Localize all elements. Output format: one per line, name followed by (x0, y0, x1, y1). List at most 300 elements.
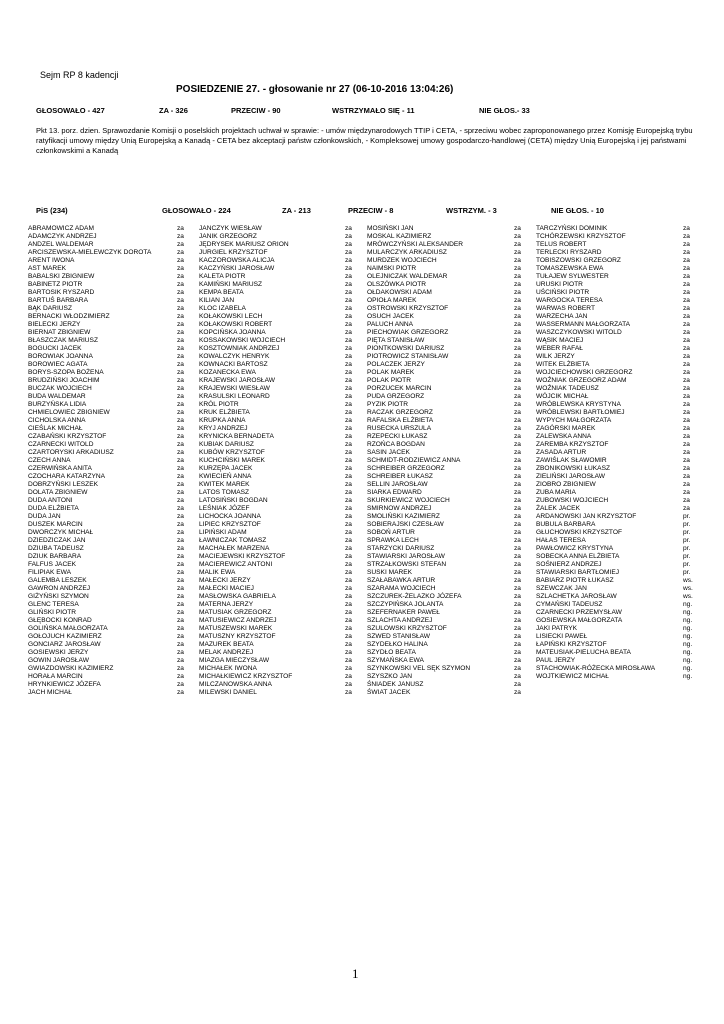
member-vote: za (683, 505, 690, 512)
member-vote: za (514, 265, 521, 272)
member-name: JURGIEL KRZYSZTOF (199, 249, 268, 256)
member-name: ZBONIKOWSKI ŁUKASZ (536, 465, 611, 472)
member-vote: za (514, 593, 521, 600)
member-vote: za (345, 561, 352, 568)
member-name: KOSSAKOWSKI WOJCIECH (199, 337, 286, 344)
member-name: MELAK ANDRZEJ (199, 649, 254, 656)
member-name: KUBÓW KRZYSZTOF (199, 449, 265, 456)
member-vote: za (177, 289, 184, 296)
member-vote: za (177, 385, 184, 392)
member-vote: za (514, 609, 521, 616)
member-vote: za (345, 409, 352, 416)
member-name: MATEUSIAK-PIELUCHA BEATA (536, 649, 631, 656)
member-vote: za (177, 409, 184, 416)
total-not-voting: NIE GŁOS.- 33 (479, 106, 530, 115)
member-vote: za (514, 249, 521, 256)
member-name: BOROWIEC AGATA (28, 361, 88, 368)
member-name: SZEFERNAKER PAWEŁ (367, 609, 440, 616)
member-vote: za (683, 497, 690, 504)
member-name: ŁAPIŃSKI KRZYSZTOF (536, 641, 607, 648)
member-name: ZIOBRO ZBIGNIEW (536, 481, 596, 488)
member-vote: za (683, 401, 690, 408)
member-name: ŻALEK JACEK (536, 505, 580, 512)
member-name: MATERNA JERZY (199, 601, 254, 608)
member-vote: za (683, 265, 690, 272)
member-name: NAIMSKI PIOTR (367, 265, 417, 272)
member-vote: za (177, 641, 184, 648)
member-name: BIERNAT ZBIGNIEW (28, 329, 91, 336)
member-vote: za (683, 377, 690, 384)
member-vote: za (683, 337, 690, 344)
member-vote: ws. (683, 593, 693, 600)
member-name: BABINETZ PIOTR (28, 281, 83, 288)
member-name: KACZYŃSKI JAROSŁAW (199, 265, 275, 272)
member-vote: za (177, 457, 184, 464)
member-vote: za (345, 489, 352, 496)
member-name: SZARAMA WOJCIECH (367, 585, 436, 592)
member-name: BIELECKI JERZY (28, 321, 81, 328)
member-vote: za (345, 497, 352, 504)
member-vote: za (345, 281, 352, 288)
member-vote: ng. (683, 625, 693, 632)
member-vote: za (345, 537, 352, 544)
member-vote: za (345, 417, 352, 424)
member-name: MICHAŁEK IWONA (199, 665, 257, 672)
member-vote: za (345, 585, 352, 592)
member-name: STAWIARSKI BARTŁOMIEJ (536, 569, 620, 576)
member-vote: za (345, 529, 352, 536)
member-name: KAMIŃSKI MARIUSZ (199, 281, 263, 288)
member-vote: pr. (683, 561, 691, 568)
member-name: ZALEWSKA ANNA (536, 433, 592, 440)
member-name: LEŚNIAK JÓZEF (199, 505, 250, 512)
member-vote: za (177, 393, 184, 400)
member-vote: za (177, 401, 184, 408)
member-name: SKURKIEWICZ WOJCIECH (367, 497, 450, 504)
member-name: HAŁAS TERESA (536, 537, 586, 544)
member-vote: pr. (683, 513, 691, 520)
member-name: SUSKI MAREK (367, 569, 413, 576)
member-name: DOBRZYŃSKI LESZEK (28, 481, 98, 488)
member-vote: za (177, 441, 184, 448)
member-vote: za (345, 681, 352, 688)
member-vote: za (514, 433, 521, 440)
member-name: BARTOSIK RYSZARD (28, 289, 95, 296)
member-name: ZASADA ARTUR (536, 449, 587, 456)
member-name: DWORCZYK MICHAŁ (28, 529, 94, 536)
member-name: ARCISZEWSKA-MIELEWCZYK DOROTA (28, 249, 152, 256)
member-name: BORYS-SZOPA BOŻENA (28, 369, 104, 376)
member-vote: za (345, 305, 352, 312)
member-name: SOBIERAJSKI CZESŁAW (367, 521, 444, 528)
member-name: MIAZGA MIECZYSŁAW (199, 657, 270, 664)
member-vote: za (514, 353, 521, 360)
member-vote: za (177, 689, 184, 696)
member-vote: za (345, 377, 352, 384)
member-vote: za (177, 489, 184, 496)
member-vote: za (345, 513, 352, 520)
member-vote: za (514, 401, 521, 408)
member-vote: za (177, 537, 184, 544)
member-vote: za (345, 353, 352, 360)
member-vote: za (345, 673, 352, 680)
member-vote: za (177, 577, 184, 584)
member-name: SCHREIBER GRZEGORZ (367, 465, 445, 472)
member-name: ŚWIAT JACEK (367, 689, 411, 696)
member-vote: za (345, 577, 352, 584)
member-vote: za (683, 345, 690, 352)
member-name: JANCZYK WIESŁAW (199, 225, 262, 232)
member-vote: za (514, 649, 521, 656)
member-vote: za (683, 313, 690, 320)
agenda-topic: Pkt 13. porz. dzien. Sprawozdanie Komisji o poselskich projektach uchwał w sprawie: - umów międzynarodowych TTIP i CETA, - sprzeciwu wobec zaproponowanego przez Komisję Europejską trybu ratyfikacji umowy między Unią Europejską a Kanadą - CETA bez akceptacji państw członkowskich, - Kompleksowej umowy gospodarczo-handlowej (CETA) między Unią Europejską i jej państwami członkowskimi a Kanadą (36, 126, 693, 155)
member-vote: za (683, 273, 690, 280)
member-name: BŁASZCZAK MARIUSZ (28, 337, 98, 344)
member-name: JĘDRYSEK MARIUSZ ORION (199, 241, 289, 248)
member-vote: za (177, 345, 184, 352)
member-vote: za (345, 393, 352, 400)
member-vote: za (514, 281, 521, 288)
member-name: WARGOCKA TERESA (536, 297, 603, 304)
member-name: GOŁOJUCH KAZIMIERZ (28, 633, 102, 640)
page-number: 1 (352, 966, 359, 981)
member-name: MULARCZYK ARKADIUSZ (367, 249, 447, 256)
member-vote: ng. (683, 601, 693, 608)
member-vote: za (177, 353, 184, 360)
member-vote: za (514, 481, 521, 488)
member-name: MURDZEK WOJCIECH (367, 257, 437, 264)
member-vote: ng. (683, 673, 693, 680)
member-name: TARCZYŃSKI DOMINIK (536, 225, 608, 232)
member-name: SZULOWSKI KRZYSZTOF (367, 625, 447, 632)
member-name: KOWALCZYK HENRYK (199, 353, 270, 360)
member-name: ADAMCZYK ANDRZEJ (28, 233, 97, 240)
member-name: KOWNACKI BARTOSZ (199, 361, 268, 368)
member-vote: za (177, 297, 184, 304)
club-for: ZA - 213 (282, 206, 311, 215)
member-name: CZOCHARA KATARZYNA (28, 473, 106, 480)
member-vote: za (177, 657, 184, 664)
member-name: GOWIN JAROSŁAW (28, 657, 89, 664)
member-vote: za (683, 249, 690, 256)
member-vote: za (177, 425, 184, 432)
member-name: WOŹNIAK TADEUSZ (536, 385, 599, 392)
member-vote: za (177, 497, 184, 504)
member-vote: za (345, 289, 352, 296)
member-vote: za (345, 625, 352, 632)
member-name: ARDANOWSKI JAN KRZYSZTOF (536, 513, 637, 520)
member-vote: za (345, 457, 352, 464)
member-vote: za (514, 529, 521, 536)
member-name: WĄSIK MACIEJ (536, 337, 584, 344)
member-name: SZYDŁO BEATA (367, 649, 416, 656)
member-vote: za (683, 393, 690, 400)
member-vote: ng. (683, 657, 693, 664)
member-vote: za (177, 257, 184, 264)
member-vote: za (177, 249, 184, 256)
member-name: CZABAŃSKI KRZYSZTOF (28, 433, 107, 440)
member-name: BRUDZIŃSKI JOACHIM (28, 377, 100, 384)
member-vote: za (514, 473, 521, 480)
member-name: POLAK PIOTR (367, 377, 411, 384)
member-name: ŁAWNICZAK TOMASZ (199, 537, 267, 544)
member-name: BĄK DARIUSZ (28, 305, 72, 312)
member-vote: za (177, 545, 184, 552)
member-name: BERNACKI WŁODZIMIERZ (28, 313, 110, 320)
member-name: HRYNKIEWICZ JÓZEFA (28, 681, 101, 688)
member-vote: za (177, 305, 184, 312)
member-name: KOSZTOWNIAK ANDRZEJ (199, 345, 280, 352)
member-vote: za (514, 409, 521, 416)
club-against: PRZECIW - 8 (348, 206, 394, 215)
member-name: SZYDEŁKO HALINA (367, 641, 428, 648)
member-vote: za (177, 625, 184, 632)
member-vote: za (683, 329, 690, 336)
member-vote: za (177, 369, 184, 376)
member-name: KRASULSKI LEONARD (199, 393, 270, 400)
member-name: WASZCZYKOWSKI WITOLD (536, 329, 622, 336)
member-name: GŁĘBOCKI KONRAD (28, 617, 92, 624)
member-name: MOSKAL KAZIMIERZ (367, 233, 432, 240)
member-name: WÓJCIK MICHAŁ (536, 393, 589, 400)
member-name: KILIAN JAN (199, 297, 235, 304)
member-vote: za (345, 465, 352, 472)
member-name: OSTROWSKI KRZYSZTOF (367, 305, 449, 312)
member-vote: za (514, 601, 521, 608)
member-name: BURZYŃSKA LIDIA (28, 401, 87, 408)
member-name: BOROWIAK JOANNA (28, 353, 93, 360)
member-name: BUCZAK WOJCIECH (28, 385, 92, 392)
member-vote: za (177, 569, 184, 576)
member-name: MOSIŃSKI JAN (367, 225, 414, 232)
member-vote: za (514, 497, 521, 504)
member-name: WRÓBLEWSKA KRYSTYNA (536, 401, 621, 408)
member-name: SCHREIBER ŁUKASZ (367, 473, 433, 480)
member-vote: za (177, 593, 184, 600)
member-name: WARZECHA JAN (536, 313, 588, 320)
member-vote: za (514, 273, 521, 280)
member-name: JANIK GRZEGORZ (199, 233, 257, 240)
member-name: MATUSZNY KRZYSZTOF (199, 633, 276, 640)
member-name: KWIECIEŃ ANNA (199, 473, 252, 480)
member-name: ZIELIŃSKI JAROSŁAW (536, 473, 606, 480)
member-name: GLENC TERESA (28, 601, 79, 608)
member-name: SZYNKOWSKI VEL SĘK SZYMON (367, 665, 471, 672)
member-name: MATUSIEWICZ ANDRZEJ (199, 617, 277, 624)
member-name: JAKI PATRYK (536, 625, 578, 632)
member-vote: za (345, 385, 352, 392)
member-name: CICHOLSKA ANNA (28, 417, 86, 424)
member-vote: za (345, 441, 352, 448)
member-vote: za (514, 585, 521, 592)
member-name: CHMIELOWIEC ZBIGNIEW (28, 409, 110, 416)
member-vote: za (514, 393, 521, 400)
member-name: WILK JERZY (536, 353, 575, 360)
member-name: STAWIARSKI JAROSŁAW (367, 553, 445, 560)
member-name: GALEMBA LESZEK (28, 577, 87, 584)
member-name: BABIARZ PIOTR ŁUKASZ (536, 577, 614, 584)
member-name: SOBECKA ANNA ELŻBIETA (536, 553, 620, 560)
member-vote: za (177, 417, 184, 424)
member-name: DZIEDZICZAK JAN (28, 537, 86, 544)
member-vote: za (177, 529, 184, 536)
member-vote: za (177, 601, 184, 608)
member-vote: za (514, 321, 521, 328)
member-name: BUDA WALDEMAR (28, 393, 86, 400)
member-vote: za (683, 457, 690, 464)
member-vote: za (514, 369, 521, 376)
member-vote: za (345, 225, 352, 232)
member-name: CZARNECKI PRZEMYSŁAW (536, 609, 622, 616)
member-name: WITEK ELŻBIETA (536, 361, 590, 368)
member-name: KRAJEWSKI WIESŁAW (199, 385, 270, 392)
member-name: URUSKI PIOTR (536, 281, 583, 288)
member-vote: ws. (683, 585, 693, 592)
member-name: KLOC IZABELA (199, 305, 246, 312)
member-name: CZARTORYSKI ARKADIUSZ (28, 449, 114, 456)
member-name: OŁDAKOWSKI ADAM (367, 289, 432, 296)
member-vote: za (177, 505, 184, 512)
member-vote: za (345, 345, 352, 352)
member-name: MAŁECKI JERZY (199, 577, 251, 584)
member-vote: za (177, 585, 184, 592)
member-vote: za (514, 569, 521, 576)
club-voted: GŁOSOWAŁO - 224 (162, 206, 231, 215)
member-vote: za (514, 545, 521, 552)
member-name: ANDZEL WALDEMAR (28, 241, 94, 248)
member-name: SZLACHTA ANDRZEJ (367, 617, 433, 624)
member-name: WOJCIECHOWSKI GRZEGORZ (536, 369, 633, 376)
member-vote: pr. (683, 521, 691, 528)
member-vote: za (514, 289, 521, 296)
member-vote: za (514, 553, 521, 560)
member-vote: za (514, 305, 521, 312)
member-vote: za (177, 449, 184, 456)
member-name: STARZYCKI DARIUSZ (367, 545, 435, 552)
member-vote: za (345, 249, 352, 256)
member-name: KOŁAKOWSKI LECH (199, 313, 263, 320)
member-name: LIPIŃSKI ADAM (199, 529, 247, 536)
member-vote: za (683, 449, 690, 456)
member-name: CZARNECKI WITOLD (28, 441, 94, 448)
member-vote: za (683, 465, 690, 472)
member-vote: za (514, 465, 521, 472)
member-vote: za (177, 233, 184, 240)
member-name: CYMAŃSKI TADEUSZ (536, 601, 603, 608)
member-vote: za (345, 265, 352, 272)
member-vote: za (514, 489, 521, 496)
member-vote: za (177, 617, 184, 624)
member-name: SMIRNOW ANDRZEJ (367, 505, 432, 512)
member-name: OLSZÓWKA PIOTR (367, 281, 426, 288)
member-name: RAFALSKA ELŻBIETA (367, 417, 434, 424)
member-name: POLAK MAREK (367, 369, 415, 376)
member-name: MAZUREK BEATA (199, 641, 254, 648)
member-vote: za (683, 425, 690, 432)
member-name: WARWAS ROBERT (536, 305, 595, 312)
member-name: RACZAK GRZEGORZ (367, 409, 433, 416)
member-name: BARTUŚ BARBARA (28, 297, 88, 304)
member-vote: za (345, 473, 352, 480)
member-vote: pr. (683, 537, 691, 544)
member-name: DUDA ELŻBIETA (28, 505, 79, 512)
member-vote: za (683, 433, 690, 440)
member-vote: za (345, 361, 352, 368)
member-vote: za (683, 489, 690, 496)
member-vote: za (683, 473, 690, 480)
member-name: GOLIŃSKA MAŁGORZATA (28, 625, 108, 632)
member-name: RUSECKA URSZULA (367, 425, 432, 432)
member-name: WOJTKIEWICZ MICHAŁ (536, 673, 609, 680)
member-vote: za (345, 569, 352, 576)
member-vote: za (177, 673, 184, 680)
member-name: TOMASZEWSKA EWA (536, 265, 604, 272)
member-vote: za (514, 417, 521, 424)
member-name: TELUS ROBERT (536, 241, 587, 248)
member-vote: za (177, 681, 184, 688)
member-name: BUBULA BARBARA (536, 521, 596, 528)
member-name: KOŁAKOWSKI ROBERT (199, 321, 273, 328)
member-vote: za (345, 433, 352, 440)
member-vote: za (514, 377, 521, 384)
member-name: OLEJNICZAK WALDEMAR (367, 273, 448, 280)
member-name: OPIOŁA MAREK (367, 297, 417, 304)
member-name: PYZIK PIOTR (367, 401, 409, 408)
member-vote: za (514, 337, 521, 344)
member-name: SPRAWKA LECH (367, 537, 419, 544)
member-vote: za (514, 665, 521, 672)
member-vote: za (345, 593, 352, 600)
member-name: MATUSIAK GRZEGORZ (199, 609, 272, 616)
member-name: ZAGÓRSKI MAREK (536, 425, 596, 432)
member-name: DZIUK BARBARA (28, 553, 82, 560)
member-vote: ng. (683, 617, 693, 624)
member-vote: za (177, 649, 184, 656)
member-name: KOPCIŃSKA JOANNA (199, 329, 266, 336)
member-vote: za (345, 329, 352, 336)
member-name: RZEPECKI ŁUKASZ (367, 433, 428, 440)
member-vote: za (345, 521, 352, 528)
member-name: WEBER RAFAŁ (536, 345, 583, 352)
member-name: AST MAREK (28, 265, 66, 272)
member-name: MILEWSKI DANIEL (199, 689, 257, 696)
member-vote: za (514, 449, 521, 456)
member-name: LISIECKI PAWEŁ (536, 633, 588, 640)
member-name: SZLACHETKA JAROSŁAW (536, 593, 617, 600)
member-vote: za (345, 233, 352, 240)
member-name: SCHMIDT-RODZIEWICZ ANNA (367, 457, 461, 464)
member-name: UŚCIŃSKI PIOTR (536, 289, 590, 296)
member-name: MILCZANOWSKA ANNA (199, 681, 272, 688)
member-name: SZEWCZAK JAN (536, 585, 587, 592)
member-vote: za (514, 633, 521, 640)
member-name: ARENT IWONA (28, 257, 75, 264)
member-vote: za (683, 481, 690, 488)
member-name: ABRAMOWICZ ADAM (28, 225, 94, 232)
member-name: MRÓWCZYŃSKI ALEKSANDER (367, 241, 463, 248)
member-vote: za (514, 441, 521, 448)
member-vote: za (514, 233, 521, 240)
member-name: SIARKA EDWARD (367, 489, 422, 496)
member-name: CIEŚLAK MICHAŁ (28, 425, 83, 432)
member-vote: za (345, 273, 352, 280)
member-name: GIŻYŃSKI SZYMON (28, 593, 89, 600)
member-vote: za (345, 481, 352, 488)
member-name: SMOLIŃSKI KAZIMIERZ (367, 513, 440, 520)
member-vote: za (514, 521, 521, 528)
member-vote: za (683, 361, 690, 368)
member-vote: za (683, 417, 690, 424)
